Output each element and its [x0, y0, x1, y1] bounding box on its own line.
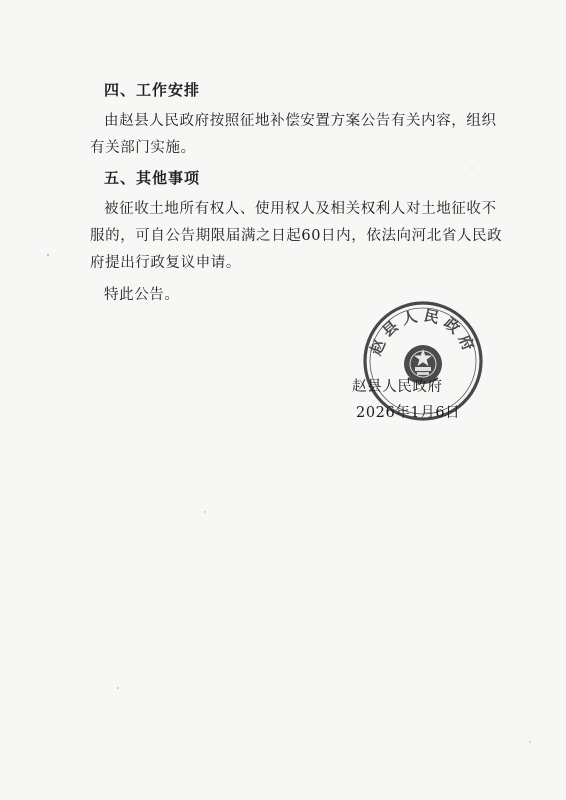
section-5-body: 被征收土地所有权人、使用权人及相关权利人对土地征收不服的，可自公告期限届满之日起60日内，依法向河北省人民政府提出行政复议申请。	[90, 201, 503, 271]
issuing-organization: 赵县人民政府	[352, 379, 443, 395]
section-4-heading: 四、工作安排	[104, 81, 201, 99]
closing-statement: 特此公告。	[104, 287, 180, 303]
signature-block	[352, 374, 482, 426]
notice-body	[90, 80, 505, 305]
issue-date: 2026年1月6日	[356, 405, 461, 421]
section-5-heading: 五、其他事项	[104, 169, 201, 187]
seal-text: 赵县人民政府	[366, 306, 480, 358]
section-4-body: 由赵县人民政府按照征地补偿安置方案公告有关内容，组织有关部门实施。	[90, 113, 497, 156]
